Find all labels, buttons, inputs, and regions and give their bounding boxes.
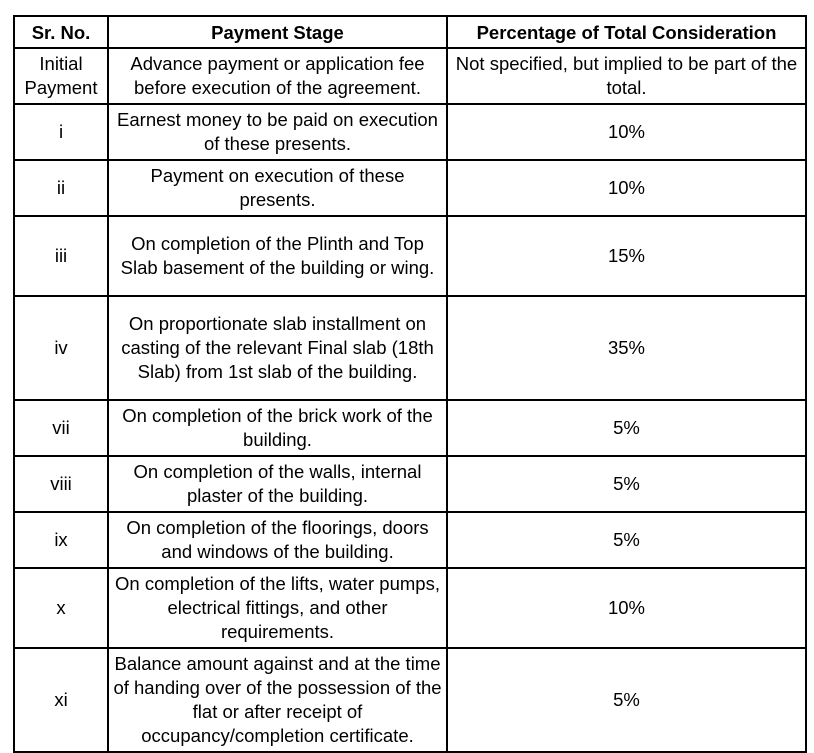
sr-no-cell: ii [14,160,108,216]
sr-no-cell: ix [14,512,108,568]
percentage-cell: 35% [447,296,806,400]
payment-stage-cell: On completion of the brick work of the building. [108,400,447,456]
table-row [14,568,806,648]
table-row [14,160,806,216]
percentage-cell: 5% [447,400,806,456]
header-percentage: Percentage of Total Consideration [447,16,806,48]
sr-no-cell: x [14,568,108,648]
table-row [14,48,806,104]
payment-stage-cell: Advance payment or application fee before execution of the agreement. [108,48,447,104]
payment-schedule-table [13,15,807,753]
table-row [14,400,806,456]
percentage-cell: Not specified, but implied to be part of the total. [447,48,806,104]
table-row [14,648,806,752]
percentage-cell: 15% [447,216,806,296]
table-row [14,456,806,512]
table-row [14,512,806,568]
percentage-cell: 5% [447,512,806,568]
sr-no-cell: iii [14,216,108,296]
sr-no-cell: xi [14,648,108,752]
payment-stage-cell: On completion of the walls, internal plaster of the building. [108,456,447,512]
sr-no-cell: Initial Payment [14,48,108,104]
payment-stage-cell: On completion of the Plinth and Top Slab basement of the building or wing. [108,216,447,296]
percentage-cell: 10% [447,104,806,160]
payment-stage-cell: On completion of the lifts, water pumps, electrical fittings, and other requirements. [108,568,447,648]
payment-stage-cell: On proportionate slab installment on casting of the relevant Final slab (18th Slab) from 1st slab of the building. [108,296,447,400]
header-payment-stage: Payment Stage [108,16,447,48]
header-row [14,16,806,48]
payment-stage-cell: On completion of the floorings, doors and windows of the building. [108,512,447,568]
payment-stage-cell: Payment on execution of these presents. [108,160,447,216]
percentage-cell: 5% [447,456,806,512]
payment-stage-cell: Earnest money to be paid on execution of these presents. [108,104,447,160]
header-sr-no: Sr. No. [14,16,108,48]
table-row [14,104,806,160]
sr-no-cell: i [14,104,108,160]
payment-stage-cell: Balance amount against and at the time of handing over of the possession of the flat or after receipt of occupancy/completion certificate. [108,648,447,752]
table-row [14,216,806,296]
sr-no-cell: vii [14,400,108,456]
sr-no-cell: iv [14,296,108,400]
percentage-cell: 10% [447,568,806,648]
percentage-cell: 5% [447,648,806,752]
sr-no-cell: viii [14,456,108,512]
table-row [14,296,806,400]
percentage-cell: 10% [447,160,806,216]
